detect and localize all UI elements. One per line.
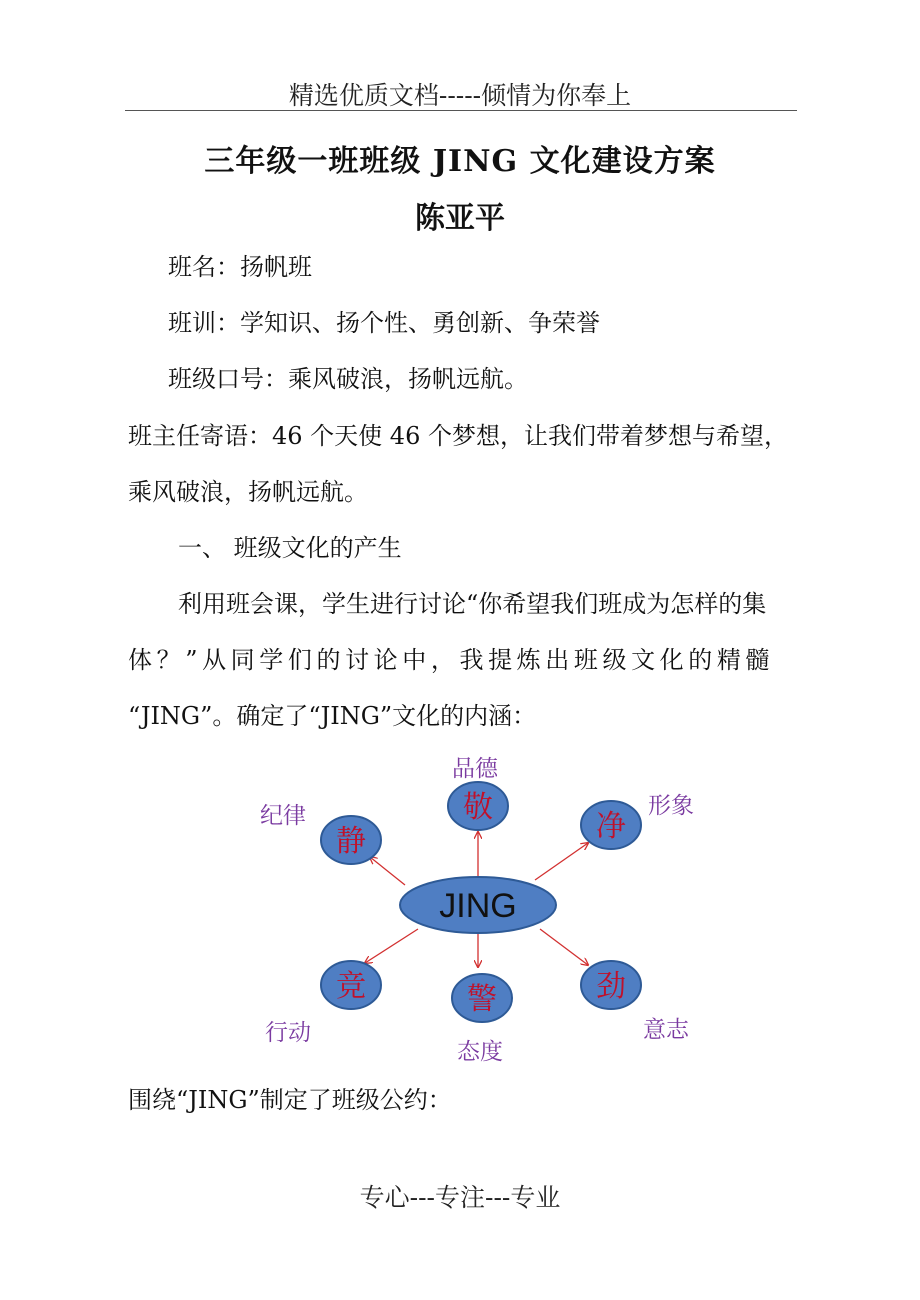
- header-divider: [125, 110, 797, 111]
- node-character: 劲: [596, 969, 626, 1004]
- arrow-to-jing-clean: [535, 843, 588, 880]
- node-character: 竞: [336, 969, 366, 1004]
- arrow-to-jing-compete: [365, 929, 418, 963]
- class-name-line: 班名：扬帆班: [168, 253, 312, 281]
- node-action: [265, 961, 381, 1046]
- paragraph-line-4: 围绕“JING”制定了班级公约：: [128, 1086, 452, 1114]
- node-label: 态度: [457, 1039, 503, 1065]
- page-footer: 专心---专注---专业: [359, 1183, 561, 1212]
- class-motto-line: 班训：学知识、扬个性、勇创新、争荣誉: [168, 309, 600, 337]
- document-title: 三年级一班班级 JING 文化建设方案: [204, 144, 716, 179]
- node-character: 净: [596, 809, 626, 844]
- paragraph-line-2: 体？”从同学们的讨论中，我提炼出班级文化的精髓: [128, 646, 775, 674]
- node-image: [581, 793, 694, 849]
- node-discipline: [260, 803, 381, 864]
- teacher-message-line-2: 乘风破浪，扬帆远航。: [128, 478, 368, 506]
- node-label: 行动: [265, 1020, 311, 1046]
- node-character: 敬: [463, 790, 493, 825]
- section-heading-1: 一、 班级文化的产生: [178, 534, 402, 562]
- node-willpower: [581, 961, 690, 1043]
- paragraph-line-1: 利用班会课，学生进行讨论“你希望我们班成为怎样的集: [178, 590, 767, 618]
- node-morality: [448, 756, 508, 830]
- node-character: 静: [336, 824, 366, 859]
- node-label: 品德: [452, 756, 498, 782]
- author-name: 陈亚平: [415, 201, 505, 236]
- center-label: JING: [439, 887, 517, 925]
- node-character: 警: [467, 982, 497, 1017]
- jing-culture-diagram: [230, 745, 730, 1075]
- node-label: 纪律: [260, 803, 306, 829]
- arrow-to-jing-discipline: [370, 857, 405, 885]
- class-slogan-line: 班级口号：乘风破浪，扬帆远航。: [168, 365, 528, 393]
- node-attitude: [452, 974, 512, 1065]
- center-node: [400, 877, 556, 933]
- page-header: 精选优质文档-----倾情为你奉上: [288, 81, 632, 110]
- arrow-to-jing-vigor: [540, 929, 588, 965]
- paragraph-line-3: “JING”。确定了“JING”文化的内涵：: [128, 702, 537, 730]
- node-label: 形象: [648, 793, 694, 819]
- teacher-message-line-1: 班主任寄语：46 个天使 46 个梦想，让我们带着梦想与希望，: [128, 422, 788, 450]
- node-label: 意志: [643, 1017, 689, 1043]
